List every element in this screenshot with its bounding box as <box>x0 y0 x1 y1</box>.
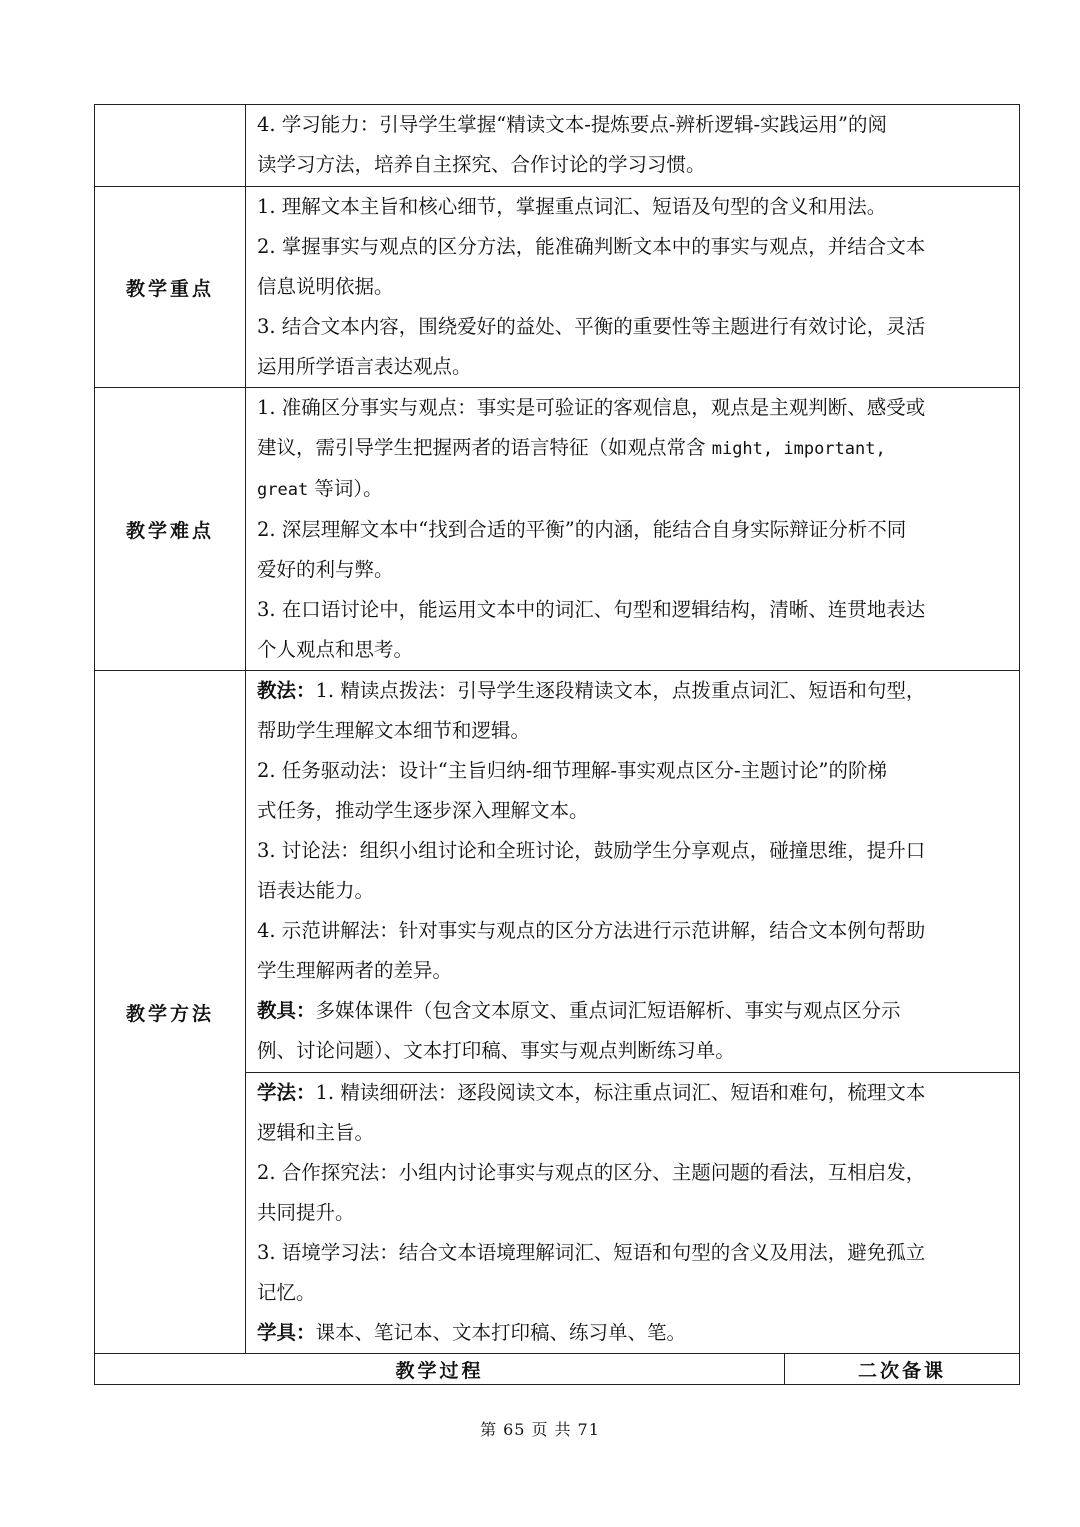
continuation-content <box>246 105 1020 187</box>
second-prep-header: 二次备课 <box>785 1354 1020 1385</box>
text-segment: 1. 精读细研法：逐段阅读文本，标注重点词汇、短语和难句，梳理文本 <box>315 1081 926 1104</box>
text-line: 1. 准确区分事实与观点：事实是可验证的客观信息，观点是主观判断、感受或 <box>257 396 926 419</box>
text-line: 信息说明依据。 <box>257 275 394 298</box>
page-number: 65 <box>503 1420 526 1439</box>
lesson-plan-table <box>94 104 1020 1385</box>
text-line: 读学习方法，培养自主探究、合作讨论的学习习惯。 <box>257 153 706 176</box>
total-pages: 71 <box>577 1420 600 1439</box>
learning-prefix: 学法： <box>257 1081 316 1104</box>
key-points-content <box>246 187 1020 388</box>
text-line: 3. 讨论法：组织小组讨论和全班讨论，鼓励学生分享观点，碰撞思维，提升口 <box>257 839 926 862</box>
learning-tools-prefix: 学具： <box>257 1321 316 1344</box>
row-difficulties <box>95 388 1020 671</box>
text-line: 3. 语境学习法：结合文本语境理解词汇、短语和句型的含义及用法，避免孤立 <box>257 1241 926 1264</box>
text-line: 4. 学习能力：引导学生掌握“精读文本-提炼要点-辨析逻辑-实践运用”的阅 <box>257 113 888 136</box>
footer-word: 页 <box>531 1420 549 1439</box>
text-line: 运用所学语言表达观点。 <box>257 355 472 378</box>
text-line: 2. 任务驱动法：设计“主旨归纳-细节理解-事实观点区分-主题讨论”的阶梯 <box>257 759 888 782</box>
methods-label: 教学方法 <box>95 671 246 1354</box>
process-header: 教学过程 <box>95 1354 785 1385</box>
text-line: 3. 在口语讨论中，能运用文本中的词汇、句型和逻辑结构，清晰、连贯地表达 <box>257 598 926 621</box>
teaching-tools-prefix: 教具： <box>257 999 316 1022</box>
text-line <box>257 671 1009 711</box>
row-key-points <box>95 187 1020 388</box>
text-line: 爱好的利与弊。 <box>257 558 394 581</box>
text-line: 共同提升。 <box>257 1201 355 1224</box>
text-line <box>257 1073 1009 1113</box>
english-words: might, important, <box>711 439 886 459</box>
text-line: 4. 示范讲解法：针对事实与观点的区分方法进行示范讲解，结合文本例句帮助 <box>257 919 926 942</box>
text-line: 记忆。 <box>257 1281 316 1304</box>
row-continuation <box>95 105 1020 187</box>
difficulties-label: 教学难点 <box>95 388 246 671</box>
text-line: 1. 理解文本主旨和核心细节，掌握重点词汇、短语及句型的含义和用法。 <box>257 195 887 218</box>
text-line <box>257 469 1009 510</box>
text-segment: 等词）。 <box>314 477 383 500</box>
teaching-prefix: 教法： <box>257 679 316 702</box>
text-segment: 多媒体课件（包含文本原文、重点词汇短语解析、事实与观点区分示 <box>315 999 901 1022</box>
row-methods-teaching <box>95 671 1020 1073</box>
text-line: 3. 结合文本内容，围绕爱好的益处、平衡的重要性等主题进行有效讨论，灵活 <box>257 315 926 338</box>
page-footer <box>0 1417 1080 1440</box>
text-line: 个人观点和思考。 <box>257 638 414 661</box>
learning-methods-content <box>246 1073 1020 1354</box>
english-words: great <box>257 480 309 500</box>
text-segment: 建议，需引导学生把握两者的语言特征（如观点常含 <box>257 436 706 459</box>
text-line <box>257 991 1009 1031</box>
text-line: 2. 深层理解文本中“找到合适的平衡”的内涵，能结合自身实际辩证分析不同 <box>257 518 907 541</box>
key-points-label: 教学重点 <box>95 187 246 388</box>
label-cell-empty <box>95 105 246 187</box>
text-segment: 课本、笔记本、文本打印稿、练习单、笔。 <box>315 1321 687 1344</box>
text-line: 例、讨论问题）、文本打印稿、事实与观点判断练习单。 <box>257 1039 735 1062</box>
row-process-header <box>95 1354 1020 1385</box>
text-line: 语表达能力。 <box>257 879 375 902</box>
text-line: 学生理解两者的差异。 <box>257 959 453 982</box>
text-line: 逻辑和主旨。 <box>257 1121 375 1144</box>
text-line <box>257 428 1009 469</box>
text-line <box>257 1313 1009 1353</box>
text-line: 2. 掌握事实与观点的区分方法，能准确判断文本中的事实与观点，并结合文本 <box>257 235 926 258</box>
teaching-methods-content <box>246 671 1020 1073</box>
difficulties-content <box>246 388 1020 671</box>
text-line: 2. 合作探究法：小组内讨论事实与观点的区分、主题问题的看法，互相启发， <box>257 1161 926 1184</box>
text-line: 式任务，推动学生逐步深入理解文本。 <box>257 799 589 822</box>
footer-word: 第 <box>480 1420 498 1439</box>
text-segment: 1. 精读点拨法：引导学生逐段精读文本，点拨重点词汇、短语和句型， <box>315 679 926 702</box>
text-line: 帮助学生理解文本细节和逻辑。 <box>257 719 531 742</box>
footer-word: 共 <box>554 1420 572 1439</box>
